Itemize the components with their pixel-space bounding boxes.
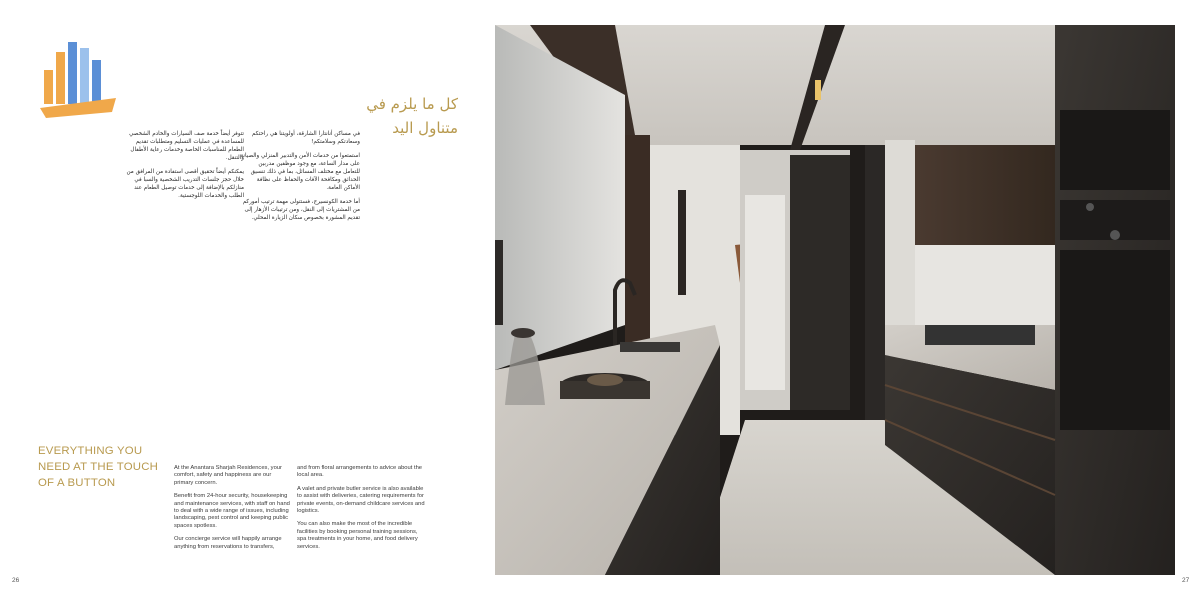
- kitchen-photo: [495, 25, 1175, 575]
- page-number-right: 27: [1182, 577, 1190, 584]
- english-column-2: [297, 465, 425, 557]
- building-logo-icon: [38, 38, 118, 122]
- english-paragraph: and from floral arrangements to advice about the local area.: [297, 465, 423, 479]
- arabic-column-2: [124, 130, 244, 206]
- arabic-heading: كل ما يلزم في متناول اليد: [366, 95, 458, 137]
- english-heading: EVERYTHING YOU NEED AT THE TOUCH OF A BUTTON: [38, 445, 159, 489]
- arabic-column-1: [240, 130, 360, 228]
- arabic-paragraph: أما خدمة الكونسيرج، فستتولى مهمة ترتيب أموركم من المشتريات إلى النقل، ومن ترتيبات الأزهار إلى تقديم المشورة بخصوص سكان الزيارة المحلي.: [242, 199, 360, 221]
- english-paragraph: At the Anantara Sharjah Residences, your comfort, safety and happiness are our primary concern.: [174, 465, 282, 486]
- english-paragraph: You can also make the most of the incredible facilities by booking personal training sessions, spa treatments in your home, and food delivery services.: [297, 521, 418, 550]
- arabic-paragraph: تتوفر أيضاً خدمة صف السيارات والخادم الشخصي للمساعدة في عمليات التسليم ومتطلبات تقديم الطعام للمناسبات الخاصة وخدمات رعاية الأطفال والتنقل.: [129, 131, 244, 161]
- arabic-paragraph: يمكنكم أيضاً تحقيق أقصى استفادة من المرافق من خلال حجز جلسات التدريب الشخصية والسبا في منازلكم بالإضافة إلى خدمات توصيل الطعام عند الطلب والخدمات اللوجستية.: [126, 169, 244, 199]
- english-paragraph: A valet and private butler service is also available to assist with deliveries, catering requirements for private events, on-demand childcare services and logistics.: [297, 485, 425, 515]
- english-paragraph: Our concierge service will happily arrange anything from reservations to transfers,: [174, 536, 282, 550]
- arabic-paragraph: استمتعوا من خدمات الأمن والتدبير المنزلي والصيانة على مدار الساعة، مع وجود موظفين مدربين للتعامل مع مختلف المسائل، بما في ذلك تنسيق الحدائق ومكافحة الآفات والحفاظ على نظافة الأماكن العامة.: [240, 153, 360, 191]
- page-number-left: 26: [12, 577, 20, 584]
- english-column-1: [174, 465, 292, 557]
- arabic-paragraph: في مساكن أنانتارا الشارقة، أولويتنا هي راحتكم وسعادتكم وسلامتكم!: [251, 131, 360, 145]
- english-paragraph: Benefit from 24-hour security, housekeeping and maintenance services, with staff on hand to deal with a wide range of issues, including landscaping, pest control and keeping public spaces spotless.: [174, 493, 290, 529]
